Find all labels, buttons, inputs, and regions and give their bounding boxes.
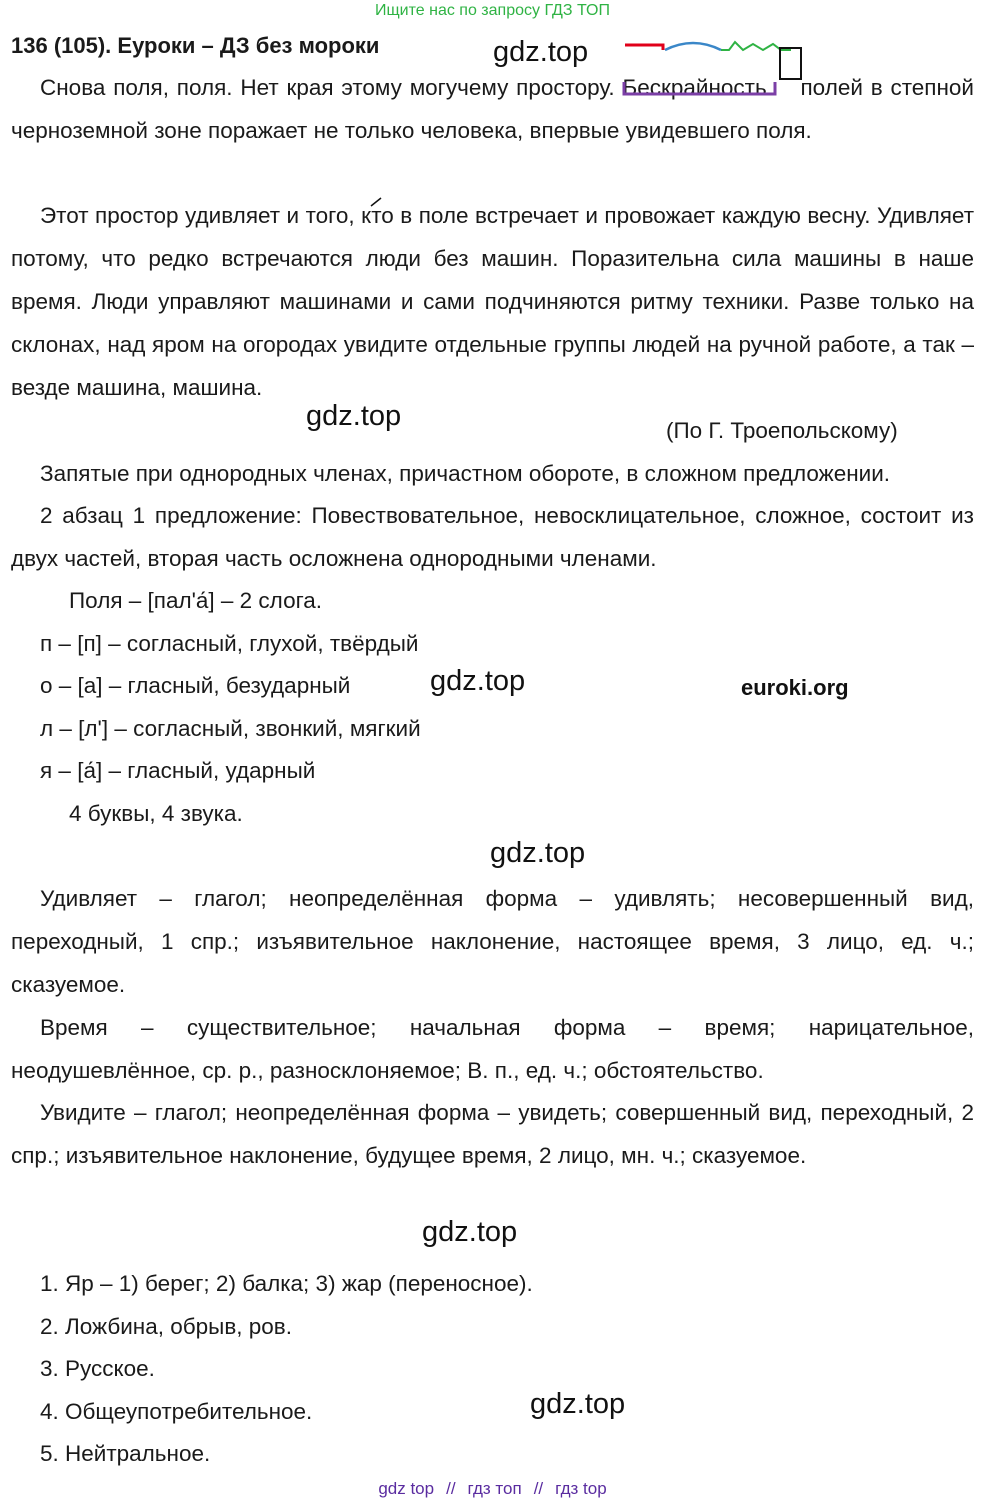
text-paragraph-1 (11, 66, 974, 152)
watermark: gdz.top (490, 837, 586, 869)
commas-explanation: Запятые при однородных членах, причастном обороте, в сложном предложении. (40, 461, 891, 486)
phonetic-sound: о – [а] – гласный, безударный (40, 673, 351, 698)
watermark: gdz.top (430, 665, 526, 697)
watermark: gdz.top (530, 1388, 626, 1420)
footer-separator: // (446, 1479, 456, 1498)
text-fragment: полей в степной черноземной зоне поражает не только человека, впервые увидевшего поля. (11, 75, 974, 143)
lexical-item: 5. Нейтральное. (40, 1441, 211, 1466)
footer-link[interactable]: гдз топ (467, 1479, 522, 1498)
phonetic-sound: л – [л'] – согласный, звонкий, мягкий (40, 716, 421, 741)
zero-ending-mark (780, 48, 801, 79)
morpheme-analysis (623, 66, 767, 109)
page-title: 136 (105). Еуроки – ДЗ без мороки (11, 33, 380, 58)
morph-analysis-udivlyaet: Удивляет – глагол; неопределённая форма – удивлять; несовершенный вид, переходный, 1 спр.; изъявительное наклонение, настоящее время, 3 лицо, ед. ч.; сказуемое. (11, 886, 974, 997)
text-fragment: Снова поля, поля. Нет края этому могучему простору. (40, 75, 623, 100)
footer-links (0, 1479, 985, 1499)
phonetic-summary: 4 буквы, 4 звука. (69, 801, 243, 826)
morpheme-marks (623, 36, 813, 116)
lexical-item: 1. Яр – 1) берег; 2) балка; 3) жар (переносное). (40, 1271, 533, 1296)
site-mark: euroki.org (741, 675, 849, 700)
footer-link[interactable]: gdz top (378, 1479, 435, 1498)
text-fragment: Этот простор удивляет и того, кто в поле встречает и провожает каждую весну. Удивляет потому, что редко встречаются люди без машин. Поразительна сила машины в наше время. Люди управляют машинами и сами подчиняются ритму техники. Разве только на склонах, над яром на огородах увидите отдельные группы людей на ручной работе, а так – везде машина, машина. (11, 203, 974, 400)
author-citation: (По Г. Троепольскому) (666, 418, 898, 443)
footer-link[interactable]: гдз top (555, 1479, 607, 1498)
footer-separator: // (533, 1479, 544, 1498)
lexical-item: 3. Русское. (40, 1356, 155, 1381)
morph-analysis-vremya: Время – существительное; начальная форма – время; нарицательное, неодушевлённое, ср. р., разносклоняемое; В. п., ед. ч.; обстоятельство. (11, 1015, 974, 1083)
phonetic-word: Поля – [пал'а́] – 2 слога. (69, 588, 323, 613)
phonetic-sound: я – [а́] – гласный, ударный (40, 758, 316, 783)
watermark: gdz.top (422, 1216, 518, 1248)
prefix-mark (625, 45, 663, 50)
lexical-item: 2. Ложбина, обрыв, ров. (40, 1314, 293, 1339)
watermark: gdz.top (306, 400, 402, 432)
top-banner[interactable]: Ищите нас по запросу ГДЗ ТОП (375, 2, 610, 19)
morph-analysis-uvidite: Увидите – глагол; неопределённая форма – увидеть; совершенный вид, переходный, 2 спр.; изъявительное наклонение, будущее время, 2 лицо, мн. ч.; сказуемое. (11, 1100, 974, 1168)
base-mark (624, 82, 775, 94)
sentence-analysis: 2 абзац 1 предложение: Повествовательное, невосклицательное, сложное, состоит из двух частей, вторая часть осложнена однородными членами. (11, 503, 974, 571)
text-paragraph-2 (11, 194, 974, 409)
root-mark (665, 43, 721, 50)
phonetic-sound: п – [п] – согласный, глухой, твёрдый (40, 631, 419, 656)
watermark: gdz.top (493, 36, 589, 68)
lexical-item: 4. Общеупотребительное. (40, 1399, 313, 1424)
analyzed-word: Бескрайность (622, 75, 767, 100)
